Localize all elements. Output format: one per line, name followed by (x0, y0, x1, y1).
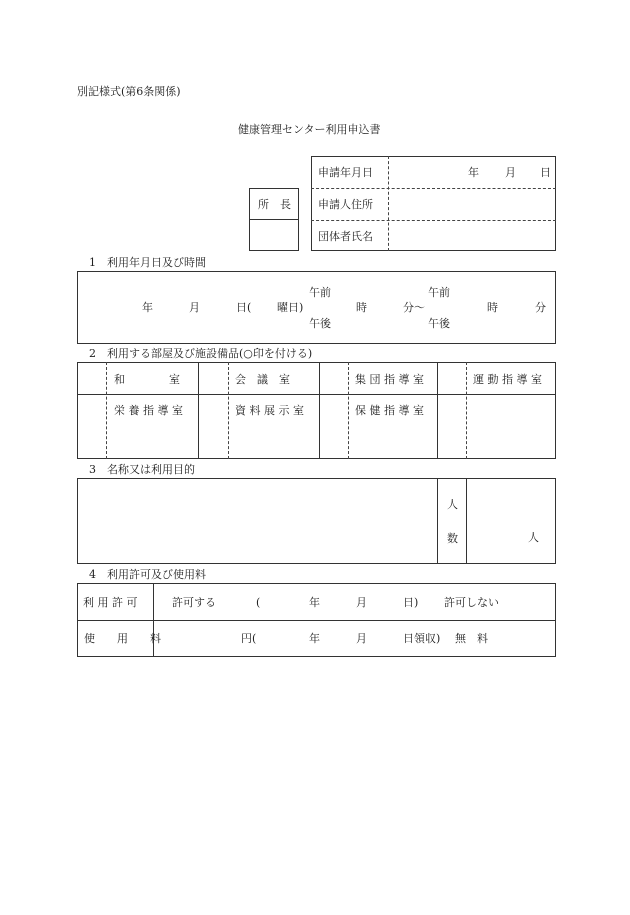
fee-receipt: 日領収) (403, 632, 441, 645)
start-pm: 午後 (309, 317, 331, 330)
end-am: 午前 (428, 286, 450, 299)
room-nutrition-guidance: 栄 養 指 導 室 (114, 404, 183, 417)
end-hour: 時 (487, 301, 498, 314)
director-label: 所 長 (258, 198, 291, 211)
room-document-exhibit: 資 料 展 示 室 (235, 404, 304, 417)
start-minute: 分〜 (403, 301, 425, 314)
application-date-month: 月 (505, 166, 516, 179)
use-month: 月 (189, 301, 200, 314)
count-unit: 人 (528, 531, 539, 544)
section2-heading: 2 利用する部屋及び施設備品(○印を付ける) (89, 347, 313, 360)
section4-heading: 4 利用許可及び使用料 (89, 568, 206, 581)
page-title: 健康管理センター利用申込書 (238, 123, 381, 136)
count-label-2: 数 (447, 532, 458, 545)
application-date-year: 年 (468, 166, 479, 179)
permit-day: 日) (403, 596, 419, 609)
fee-month: 月 (356, 632, 367, 645)
section3-heading: 3 名称又は利用目的 (89, 463, 195, 476)
start-am: 午前 (309, 286, 331, 299)
form-label: 別記様式(第6条関係) (77, 85, 181, 98)
room-meeting: 会 議 室 (235, 373, 290, 386)
use-year: 年 (142, 301, 153, 314)
use-day: 日( (236, 301, 252, 314)
application-date-day: 日 (540, 166, 551, 179)
fee-free: 無 料 (455, 632, 488, 645)
use-weekday: 曜日) (277, 301, 304, 314)
room-group-guidance: 集 団 指 導 室 (355, 373, 424, 386)
start-hour: 時 (356, 301, 367, 314)
end-minute: 分 (535, 301, 546, 314)
count-label-1: 人 (447, 498, 458, 511)
application-address-label: 申請人住所 (318, 198, 373, 211)
permit-label: 利 用 許 可 (83, 596, 138, 609)
end-pm: 午後 (428, 317, 450, 330)
permit-no: 許可しない (444, 596, 499, 609)
fee-year: 年 (309, 632, 320, 645)
permit-yes: 許可する (172, 596, 216, 609)
room-health-guidance: 保 健 指 導 室 (355, 404, 424, 417)
permit-paren-open: ( (256, 596, 261, 609)
fee-yen: 円( (241, 632, 257, 645)
purpose-box (77, 478, 556, 564)
permit-year: 年 (309, 596, 320, 609)
permit-month: 月 (356, 596, 367, 609)
room-exercise-guidance: 運 動 指 導 室 (473, 373, 542, 386)
section1-heading: 1 利用年月日及び時間 (89, 256, 206, 269)
room-washitsu: 和 室 (114, 373, 180, 386)
application-date-label: 申請年月日 (318, 166, 373, 179)
application-name-label: 団体者氏名 (318, 230, 373, 243)
fee-label: 使 用 料 (84, 632, 161, 645)
